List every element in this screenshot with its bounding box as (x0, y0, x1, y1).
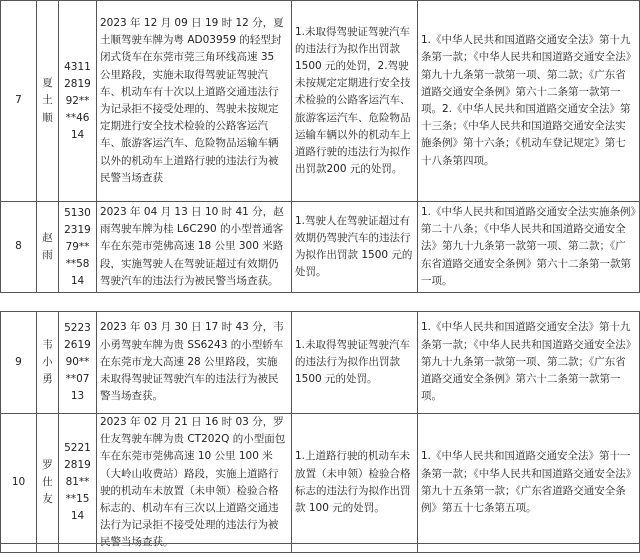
id-number: 5221 2819 81** **15 14 (59, 414, 97, 553)
violation-facts: 2023 年 03 月 30 日 17 时 43 分，韦小勇驾驶车牌为贵 SS6243 的小型轿车在东莞市龙大高速 28 公里路段，实施未取得驾驶证驾驶汽车的违法行为被民警当场查获。 (97, 312, 292, 414)
legal-basis: 1.《中华人民共和国道路交通安全法》第十九条第一款；《中华人民共和国道路交通安全法》第九十九条第一款第一项、第二款；《广东省道路交通安全条例》第六十二条第一款第一项。 (418, 312, 640, 414)
table-row (1, 312, 640, 414)
row-number: 7 (1, 1, 37, 202)
legal-basis: 1.《中华人民共和国道路交通安全法》第十一条第一款；《中华人民共和国道路交通安全法》第九十五条第一款；《广东省道路交通安全条例》第五十七条第五项。 (418, 414, 640, 553)
table-row (1, 414, 640, 553)
proposed-penalty: 1.上道路行驶的机动车未放置（未申领）检验合格标志的违法行为拟作出罚款 100 元的处罚。 (292, 414, 418, 553)
offender-name: 韦小勇 (37, 312, 59, 414)
penalty-table-lower (0, 311, 640, 553)
next-row-cutoff (0, 543, 640, 560)
proposed-penalty: 1.驾驶人在驾驶证超过有效期仍驾驶汽车的违法行为拟作出罚款 1500 元的处罚。 (292, 202, 418, 293)
row-number: 9 (1, 312, 37, 414)
offender-name: 罗仕友 (37, 414, 59, 553)
proposed-penalty: 1.未取得驾驶证驾驶汽车的违法行为拟作出罚款 1500 元的处罚。 (292, 312, 418, 414)
id-number: 5223 2619 90** **07 13 (59, 312, 97, 414)
violation-facts: 2023 年 02 月 21 日 16 时 03 分，罗仕友驾驶车牌为贵 CT202Q 的小型面包车在东莞市莞佛高速 10 公里 100 米（大岭山收费站）路段，实施上道路行驶的机动车未放置（未申领）检验合格标志的、机动车有三次以上道路交通违法行为记录拒不接受处理的违法行为被民警当场查获。 (97, 414, 292, 553)
table-row (1, 202, 640, 293)
id-number: 4311 2819 92** **46 14 (59, 1, 97, 202)
legal-basis: 1.《中华人民共和国道路交通安全法实施条例》第二十八条；《中华人民共和国道路交通安全法》第九十九条第一款第一项、第二款；《广东省道路交通安全条例》第六十二条第一款第一项。 (418, 202, 640, 293)
offender-name: 夏土顺 (37, 1, 59, 202)
row-number: 10 (1, 414, 37, 553)
offender-name: 赵雨 (37, 202, 59, 293)
table-row (1, 1, 640, 202)
id-number: 5130 2319 79** **58 14 (59, 202, 97, 293)
page-break (0, 293, 640, 311)
violation-facts: 2023 年 12 月 09 日 19 时 12 分，夏土顺驾驶车牌为粤 AD03959 的轻型封闭式货车在东莞市莞三角环线高速 35 公里路段，实施未取得驾驶证驾驶汽车、机动车有十次以上道路交通违法行为记录拒不接受处理的、驾驶未按规定定期进行安全技术检验的公路客运汽车、旅游客运汽车、危险物品运输车辆以外的机动车上道路行驶的违法行为被民警当场查获 (97, 1, 292, 202)
proposed-penalty: 1.未取得驾驶证驾驶汽车的违法行为拟作出罚款 1500 元的处罚，2.驾驶未按规定定期进行安全技术检验的公路客运汽车、旅游客运汽车、危险物品运输车辆以外的机动车上道路行驶的违法行为拟作出罚款200 元的处罚。 (292, 1, 418, 202)
legal-basis: 1.《中华人民共和国道路交通安全法》第十九条第一款；《中华人民共和国道路交通安全法》第九十九条第一款第一项、第二款；《广东省道路交通安全条例》第六十二条第一款第一项。2.《中华人民共和国道路交通安全法》第十三条；《中华人民共和国道路交通安全法实施条例》第十六条；《机动车登记规定》第七十八条第四项。 (418, 1, 640, 202)
violation-facts: 2023 年 04 月 13 日 10 时 41 分，赵雨驾驶车牌为桂 L6C290 的小型普通客车在东莞市莞佛高速 18 公里 300 米路段，实施驾驶人在驾驶证超过有效期仍驾驶汽车的违法行为被民警当场查获。 (97, 202, 292, 293)
row-number: 8 (1, 202, 37, 293)
